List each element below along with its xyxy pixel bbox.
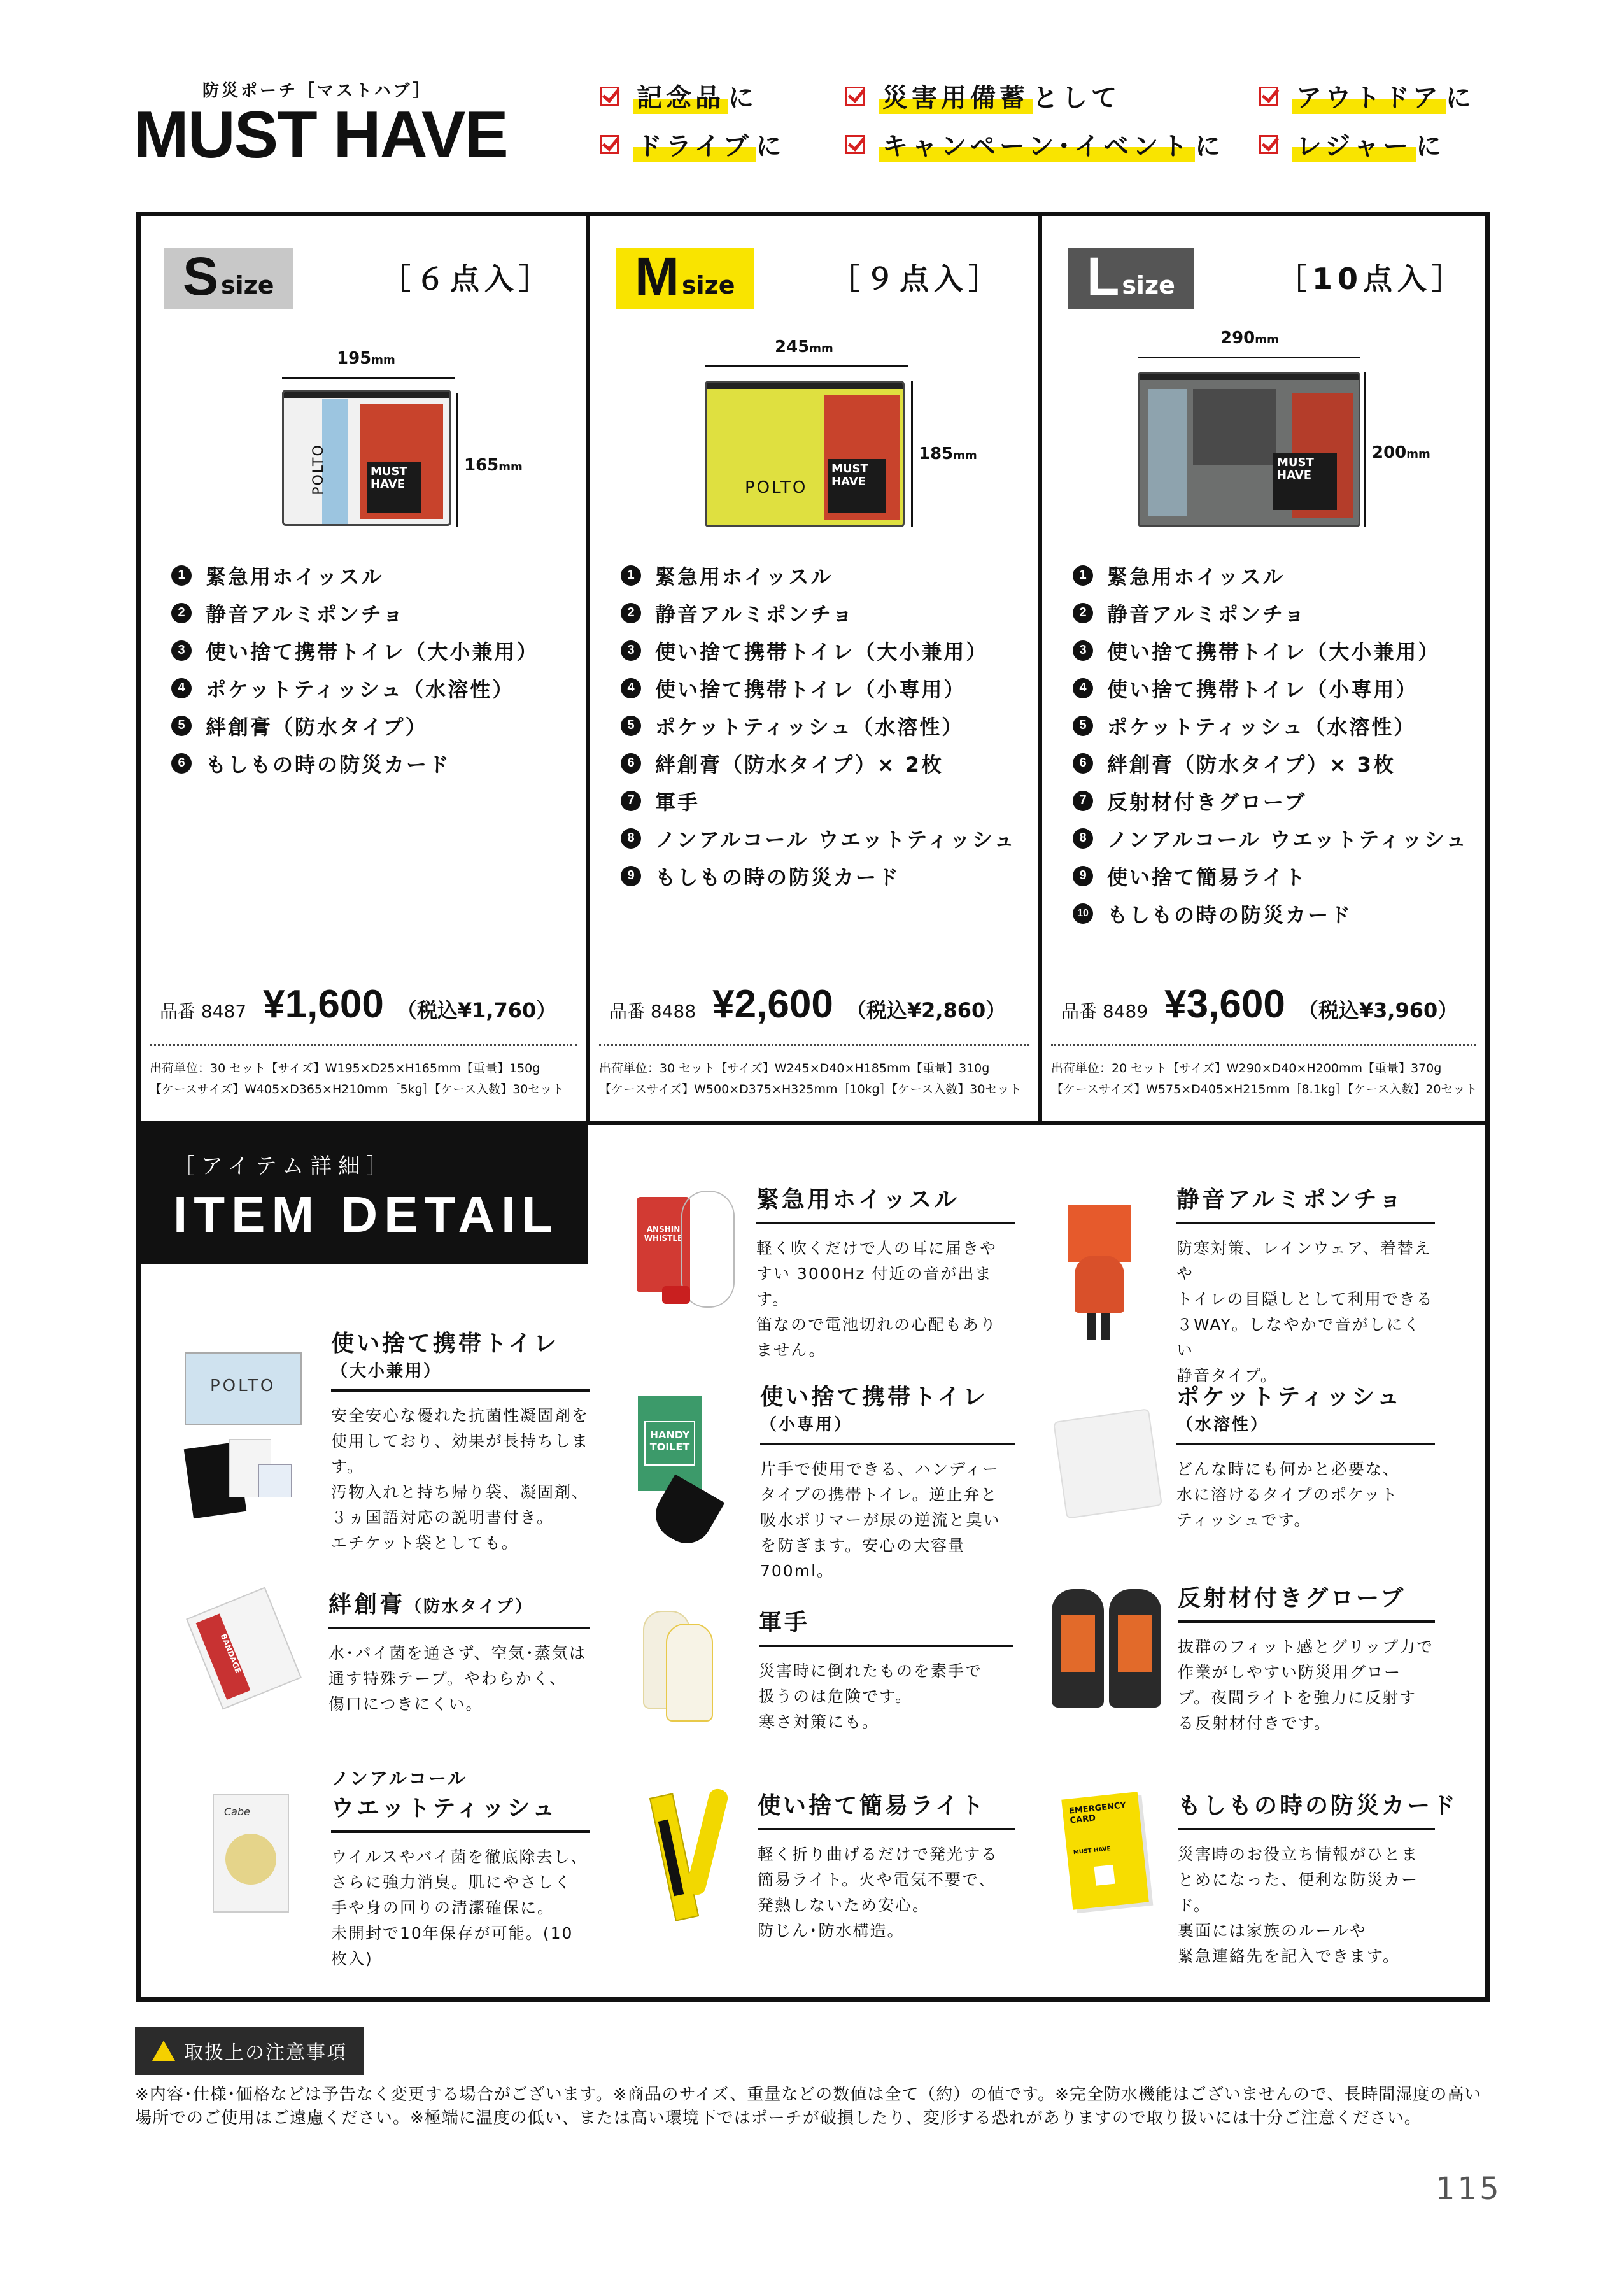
contents-list [1073,556,1468,932]
size-table [136,212,1490,1125]
list-item: 2 静音アルミポンチョ [1073,594,1468,632]
tag-souvenir: 記念品 に [600,78,758,114]
size-column-s [141,216,586,1121]
list-item: 7 反射材付きグローブ [1073,782,1468,819]
check-icon [600,87,619,106]
detail-wet-tissue: ノンアルコール ウエットティッシュ ウイルスやバイ菌を徹底除去し、 さらに強力消臭。肌にやさしく 手や身の回りの清潔確保に。 未開封で10年保存が可能。(10枚入) [331,1765,590,1972]
detail-card: もしもの時の防災カード 災害時のお役立ち情報がひとま とめになった、便利な防災カード。 裏面には家族のルールや 緊急連絡先を記入できます。 [1178,1793,1458,1965]
emergency-card-image: EMERGENCY CARD MUST HAVE [1061,1792,1149,1910]
detail-poncho: 静音アルミポンチョ 防寒対策、レインウェア、着替えや トイレの目隠しとして利用できる ３WAY。しなやかで音がしにくい 静音タイプ。 [1176,1182,1435,1389]
header-subtitle: 防災ポーチ［マストハブ］ [202,81,432,101]
size-badge: S size [164,248,293,309]
pouch-image: MUST HAVE POLTO [282,390,451,526]
page-number: 115 [1436,2171,1502,2207]
tissue-image [1053,1408,1162,1519]
detail-bandage: 絆創膏（防水タイプ） 水･バイ菌を通さず、空気･蒸気は 通す特殊テープ。やわらかく、 傷口につきにくい。 [328,1587,590,1717]
list-item: 3 使い捨て携帯トイレ（大小兼用） [171,632,539,669]
list-item: 5 絆創膏（防水タイプ） [171,707,539,744]
list-item: 10 もしもの時の防災カード [1073,895,1468,932]
list-item: 2 静音アルミポンチョ [621,594,1016,632]
header-title: MUST HAVE [134,98,507,172]
shipping-info: 出荷単位：30 セット【サイズ】W245×D40×H185mm【重量】310g 【ケースサイズ】W500×D375×H325mm［10kg］【ケース入数】30セット [599,1061,1022,1096]
contents-list [171,556,539,782]
price-row: 品番 8487 ¥1,600 （税込¥1,760） [160,982,557,1026]
caution-text: ※内容･仕様･価格などは予告なく変更する場合がございます。※商品のサイズ、重量などの数値は全て（約）の値です。※完全防水機能はございませんので、長時間湿度の高い場所でのご使用はご遠慮ください。※極端に温度の低い、または高い環境下ではポーチが破損したり、変形する恐れがありますので取り扱いには十分ご注意ください。 [135,2085,1482,2128]
list-item: 7 軍手 [621,782,1016,819]
detail-tissue: ポケットティッシュ （水溶性） どんな時にも何かと必要な、 水に溶けるタイプのポケット ティッシュです。 [1176,1379,1435,1533]
tag-campaign: キャンペーン･イベント に [845,126,1224,162]
pouch-image: MUST HAVE [1138,372,1360,527]
list-item: 8 ノンアルコール ウエットティッシュ [1073,819,1468,857]
bandage-image: BANDAGE [186,1587,302,1710]
item-count: ［10点入］ [1278,262,1467,296]
list-item: 3 使い捨て携帯トイレ（大小兼用） [621,632,1016,669]
shipping-info: 出荷単位：30 セット【サイズ】W195×D25×H165mm【重量】150g 【ケースサイズ】W405×D365×H210mm［5kg］【ケース入数】30セット [150,1061,565,1096]
shipping-info: 出荷単位：20 セット【サイズ】W290×D40×H200mm【重量】370g 【ケースサイズ】W575×D405×H215mm［8.1kg］【ケース入数】20セット [1051,1061,1478,1096]
reflective-gloves-image [1052,1589,1161,1708]
toilet-contents-image [188,1439,284,1515]
height-dimension: 200mm [1372,443,1430,462]
tag-drive: ドライブ に [600,126,786,162]
contents-list [621,556,1016,895]
list-item: 9 もしもの時の防災カード [621,857,1016,895]
detail-gloves: 軍手 災害時に倒れたものを素手で 扱うのは危険です。 寒さ対策にも。 [759,1604,1013,1735]
item-detail-heading: ［アイテム詳細］ ITEM DETAIL [136,1122,588,1264]
handy-toilet-image: HANDY TOILET [638,1396,702,1491]
list-item: 1 緊急用ホイッスル [171,556,539,594]
height-dimension: 185mm [919,444,977,463]
list-item: 5 ポケットティッシュ（水溶性） [1073,707,1468,744]
check-icon [845,135,865,154]
size-column-m [590,216,1038,1121]
list-item: 6 絆創膏（防水タイプ）× 2枚 [621,744,1016,782]
list-item: 8 ノンアルコール ウエットティッシュ [621,819,1016,857]
height-dimension: 165mm [464,456,523,475]
list-item: 2 静音アルミポンチョ [171,594,539,632]
size-badge: M size [616,248,754,309]
list-item: 9 使い捨て簡易ライト [1073,857,1468,895]
list-item: 3 使い捨て携帯トイレ（大小兼用） [1073,632,1468,669]
detail-toilet-small: 使い捨て携帯トイレ （小専用） 片手で使用できる、ハンディー タイプの携帯トイレ。逆止弁と 吸水ポリマーが尿の逆流と臭い を防ぎます。安心の大容量700ml。 [760,1379,1015,1584]
list-item: 5 ポケットティッシュ（水溶性） [621,707,1016,744]
glow-light-image [651,1788,733,1921]
poncho-image [1064,1205,1133,1340]
list-item: 4 使い捨て携帯トイレ（小専用） [621,669,1016,707]
list-item: 6 もしもの時の防災カード [171,744,539,782]
wet-tissue-image: Cabe [213,1794,289,1913]
width-dimension: 245mm [775,337,833,357]
size-column-l [1042,216,1485,1121]
list-item: 1 緊急用ホイッスル [1073,556,1468,594]
size-badge: L size [1068,248,1194,309]
detail-toilet-large: 使い捨て携帯トイレ （大小兼用） 安全安心な優れた抗菌性凝固剤を 使用しており、効果が長持ちします。 汚物入れと持ち帰り袋、凝固剤、 ３ヵ国語対応の説明書付き。 エチケット袋としても。 [331,1331,590,1552]
check-icon [845,87,865,106]
width-dimension: 195mm [337,349,395,368]
price-row: 品番 8489 ¥3,600 （税込¥3,960） [1061,982,1458,1026]
check-icon [1259,87,1278,106]
check-icon [1259,135,1278,154]
item-count: ［９点入］ [831,262,1003,296]
whistle-image: ANSHIN WHISTLE [637,1197,690,1292]
price-row: 品番 8488 ¥2,600 （税込¥2,860） [609,982,1006,1026]
tag-disaster-stock: 災害用備蓄 として [845,78,1120,114]
list-item: 6 絆創膏（防水タイプ）× 3枚 [1073,744,1468,782]
item-count: ［６点入］ [381,262,553,296]
detail-light: 使い捨て簡易ライト 軽く折り曲げるだけで発光する 簡易ライト。火や電気不要で、 発熱しないため安心。 防じん･防水構造。 [758,1788,1015,1944]
pouch-image: MUST HAVE POLTO [705,381,905,527]
check-icon [600,135,619,154]
warning-icon [152,2041,175,2061]
tag-leisure: レジャー に [1259,126,1445,162]
work-gloves-image [643,1611,707,1719]
list-item: 4 ポケットティッシュ（水溶性） [171,669,539,707]
width-dimension: 290mm [1220,329,1279,348]
caution-label: 取扱上の注意事項 [135,2027,364,2075]
list-item: 1 緊急用ホイッスル [621,556,1016,594]
detail-reflective-gloves: 反射材付きグローブ 抜群のフィット感とグリップ力で 作業がしやすい防災用グロー プ。夜間ライトを強力に反射す る反射材付きです。 [1178,1585,1434,1732]
list-item: 4 使い捨て携帯トイレ（小専用） [1073,669,1468,707]
detail-whistle: 緊急用ホイッスル 軽く吹くだけで人の耳に届きや すい 3000Hz 付近の音が出ます。 笛なので電池切れの心配もあり ません。 [756,1182,1015,1363]
tag-outdoor: アウトドア に [1259,78,1475,114]
toilet-pack-image: POLTO [185,1352,302,1425]
